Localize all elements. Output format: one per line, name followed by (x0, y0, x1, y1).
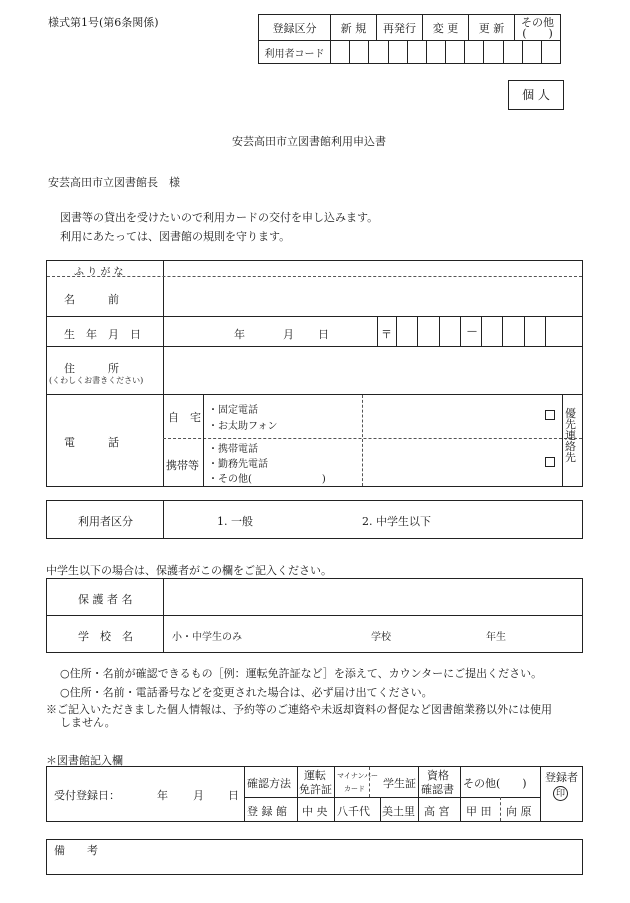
registered-library-label: 登 録 館 (247, 805, 287, 818)
remarks-box[interactable] (46, 839, 583, 875)
mobile-item-cell: ・携帯電話 (208, 444, 258, 455)
verify-license-2[interactable]: 免許証 (299, 783, 332, 796)
branch-chuo[interactable]: 中 央 (302, 805, 328, 818)
school-label: 学 校 名 (78, 630, 133, 643)
registrar-label: 登録者 (545, 771, 578, 784)
home-phone-input[interactable] (364, 396, 538, 437)
note-1: ○住所・名前が確認できるもの［例：運転免許証など］を添えて、カウンターにご提出ください。 (60, 667, 543, 680)
verify-mynumber-1[interactable]: マイナンバー (337, 772, 379, 780)
library-section-title: ＊図書館記入欄 (46, 754, 123, 767)
addressee: 安芸高田市立図書館長 様 (48, 176, 180, 189)
dob-day: 日 (318, 328, 329, 341)
address-label: 住 所 (64, 362, 119, 375)
seal-icon (553, 786, 568, 801)
branch-yachiyo[interactable]: 八千代 (337, 805, 370, 818)
note-2: ○住所・名前・電話番号などを変更された場合は、必ず届け出てください。 (60, 686, 433, 699)
reg-option-change[interactable]: 変 更 (423, 15, 469, 41)
user-category-junior[interactable]: 2. 中学生以下 (362, 515, 431, 528)
seal-text: 印 (555, 789, 565, 799)
intro-line-1: 図書等の貸出を受けたいので利用カードの交付を申し込みます。 (60, 211, 379, 224)
furigana-input[interactable] (164, 261, 582, 276)
verify-method-label: 確認方法 (247, 777, 291, 790)
home-item-otasuke: ・お太助フォン (208, 421, 278, 432)
user-category-label: 利用者区分 (78, 515, 133, 528)
school-suffix: 学校 (371, 632, 391, 643)
user-code-label: 利用者コード (259, 41, 331, 64)
postal-mark: 〒 (381, 328, 392, 341)
personal-badge (508, 80, 564, 110)
mobile-phone-input[interactable] (364, 440, 538, 485)
address-input[interactable] (164, 347, 582, 394)
personal-label: 個 人 (522, 88, 550, 102)
reg-option-new[interactable]: 新 規 (331, 15, 377, 41)
home-item-fixed: ・固定電話 (208, 405, 258, 416)
user-code-field[interactable] (331, 41, 561, 64)
name-input[interactable] (164, 277, 582, 316)
grade-suffix: 年生 (486, 632, 506, 643)
verify-qualification-2[interactable]: 確認書 (421, 783, 454, 796)
registration-table (258, 14, 561, 64)
priority-contact-label: 優先連絡先 (565, 407, 576, 464)
guardian-name-input[interactable] (164, 579, 582, 615)
reg-other-paren: ( ) (522, 26, 553, 40)
reception-month: 月 (193, 789, 204, 802)
guardian-name-label: 保 護 者 名 (78, 593, 133, 606)
school-prefix: 小・中学生のみ (172, 632, 242, 643)
home-label: 自 宅 (168, 411, 201, 424)
furigana-label: ふ り が な (74, 267, 124, 278)
reg-label: 登録区分 (259, 15, 331, 41)
phone-label: 電 話 (64, 436, 119, 449)
mobile-item-work: ・勤務先電話 (208, 459, 268, 470)
note-3: ※ご記入いただきました個人情報は、予約等のご連絡や未返却資料の督促など図書館業務以外には使用 (46, 703, 552, 716)
note-3-cont: しません。 (60, 716, 116, 729)
home-priority-checkbox[interactable] (545, 410, 555, 420)
branch-koda[interactable]: 甲 田 (466, 805, 492, 818)
guardian-note: 中学生以下の場合は、保護者がこの欄をご記入ください。 (46, 564, 332, 577)
postal-dash: — (467, 326, 477, 337)
branch-midori[interactable]: 美土里 (382, 805, 415, 818)
name-label: 名 前 (64, 293, 119, 306)
address-note: (くわしくお書きください) (49, 376, 144, 385)
branch-mukaihara[interactable]: 向 原 (506, 805, 532, 818)
branch-takamiya[interactable]: 高 宮 (424, 805, 450, 818)
dob-year: 年 (234, 328, 245, 341)
form-number: 様式第1号(第6条関係) (48, 16, 159, 29)
verify-mynumber-2[interactable]: カード (344, 785, 365, 793)
reg-option-other[interactable] (515, 15, 561, 41)
user-category-general[interactable]: 1. 一般 (217, 515, 253, 528)
mobile-label: 携帯等 (166, 459, 199, 472)
reception-date-label: 受付登録日： (54, 789, 120, 802)
dob-label: 生 年 月 日 (64, 328, 141, 341)
remarks-label: 備 考 (54, 844, 98, 857)
mobile-priority-checkbox[interactable] (545, 457, 555, 467)
mobile-item-other: ・その他( ) (208, 474, 326, 485)
reg-other-label: その他 (521, 15, 554, 29)
form-title: 安芸高田市立図書館利用申込書 (232, 135, 386, 148)
reg-option-reissue[interactable]: 再発行 (377, 15, 423, 41)
verify-qualification-1[interactable]: 資格 (427, 769, 449, 782)
dob-month: 月 (283, 328, 294, 341)
intro-line-2: 利用にあたっては、図書館の規則を守ります。 (60, 230, 291, 243)
reception-year: 年 (157, 789, 168, 802)
reg-option-renew[interactable]: 更 新 (469, 15, 515, 41)
verify-license-1[interactable]: 運転 (304, 769, 326, 782)
verify-other[interactable]: その他( ) (463, 777, 527, 790)
reception-day: 日 (228, 789, 239, 802)
verify-student-id[interactable]: 学生証 (383, 777, 416, 790)
